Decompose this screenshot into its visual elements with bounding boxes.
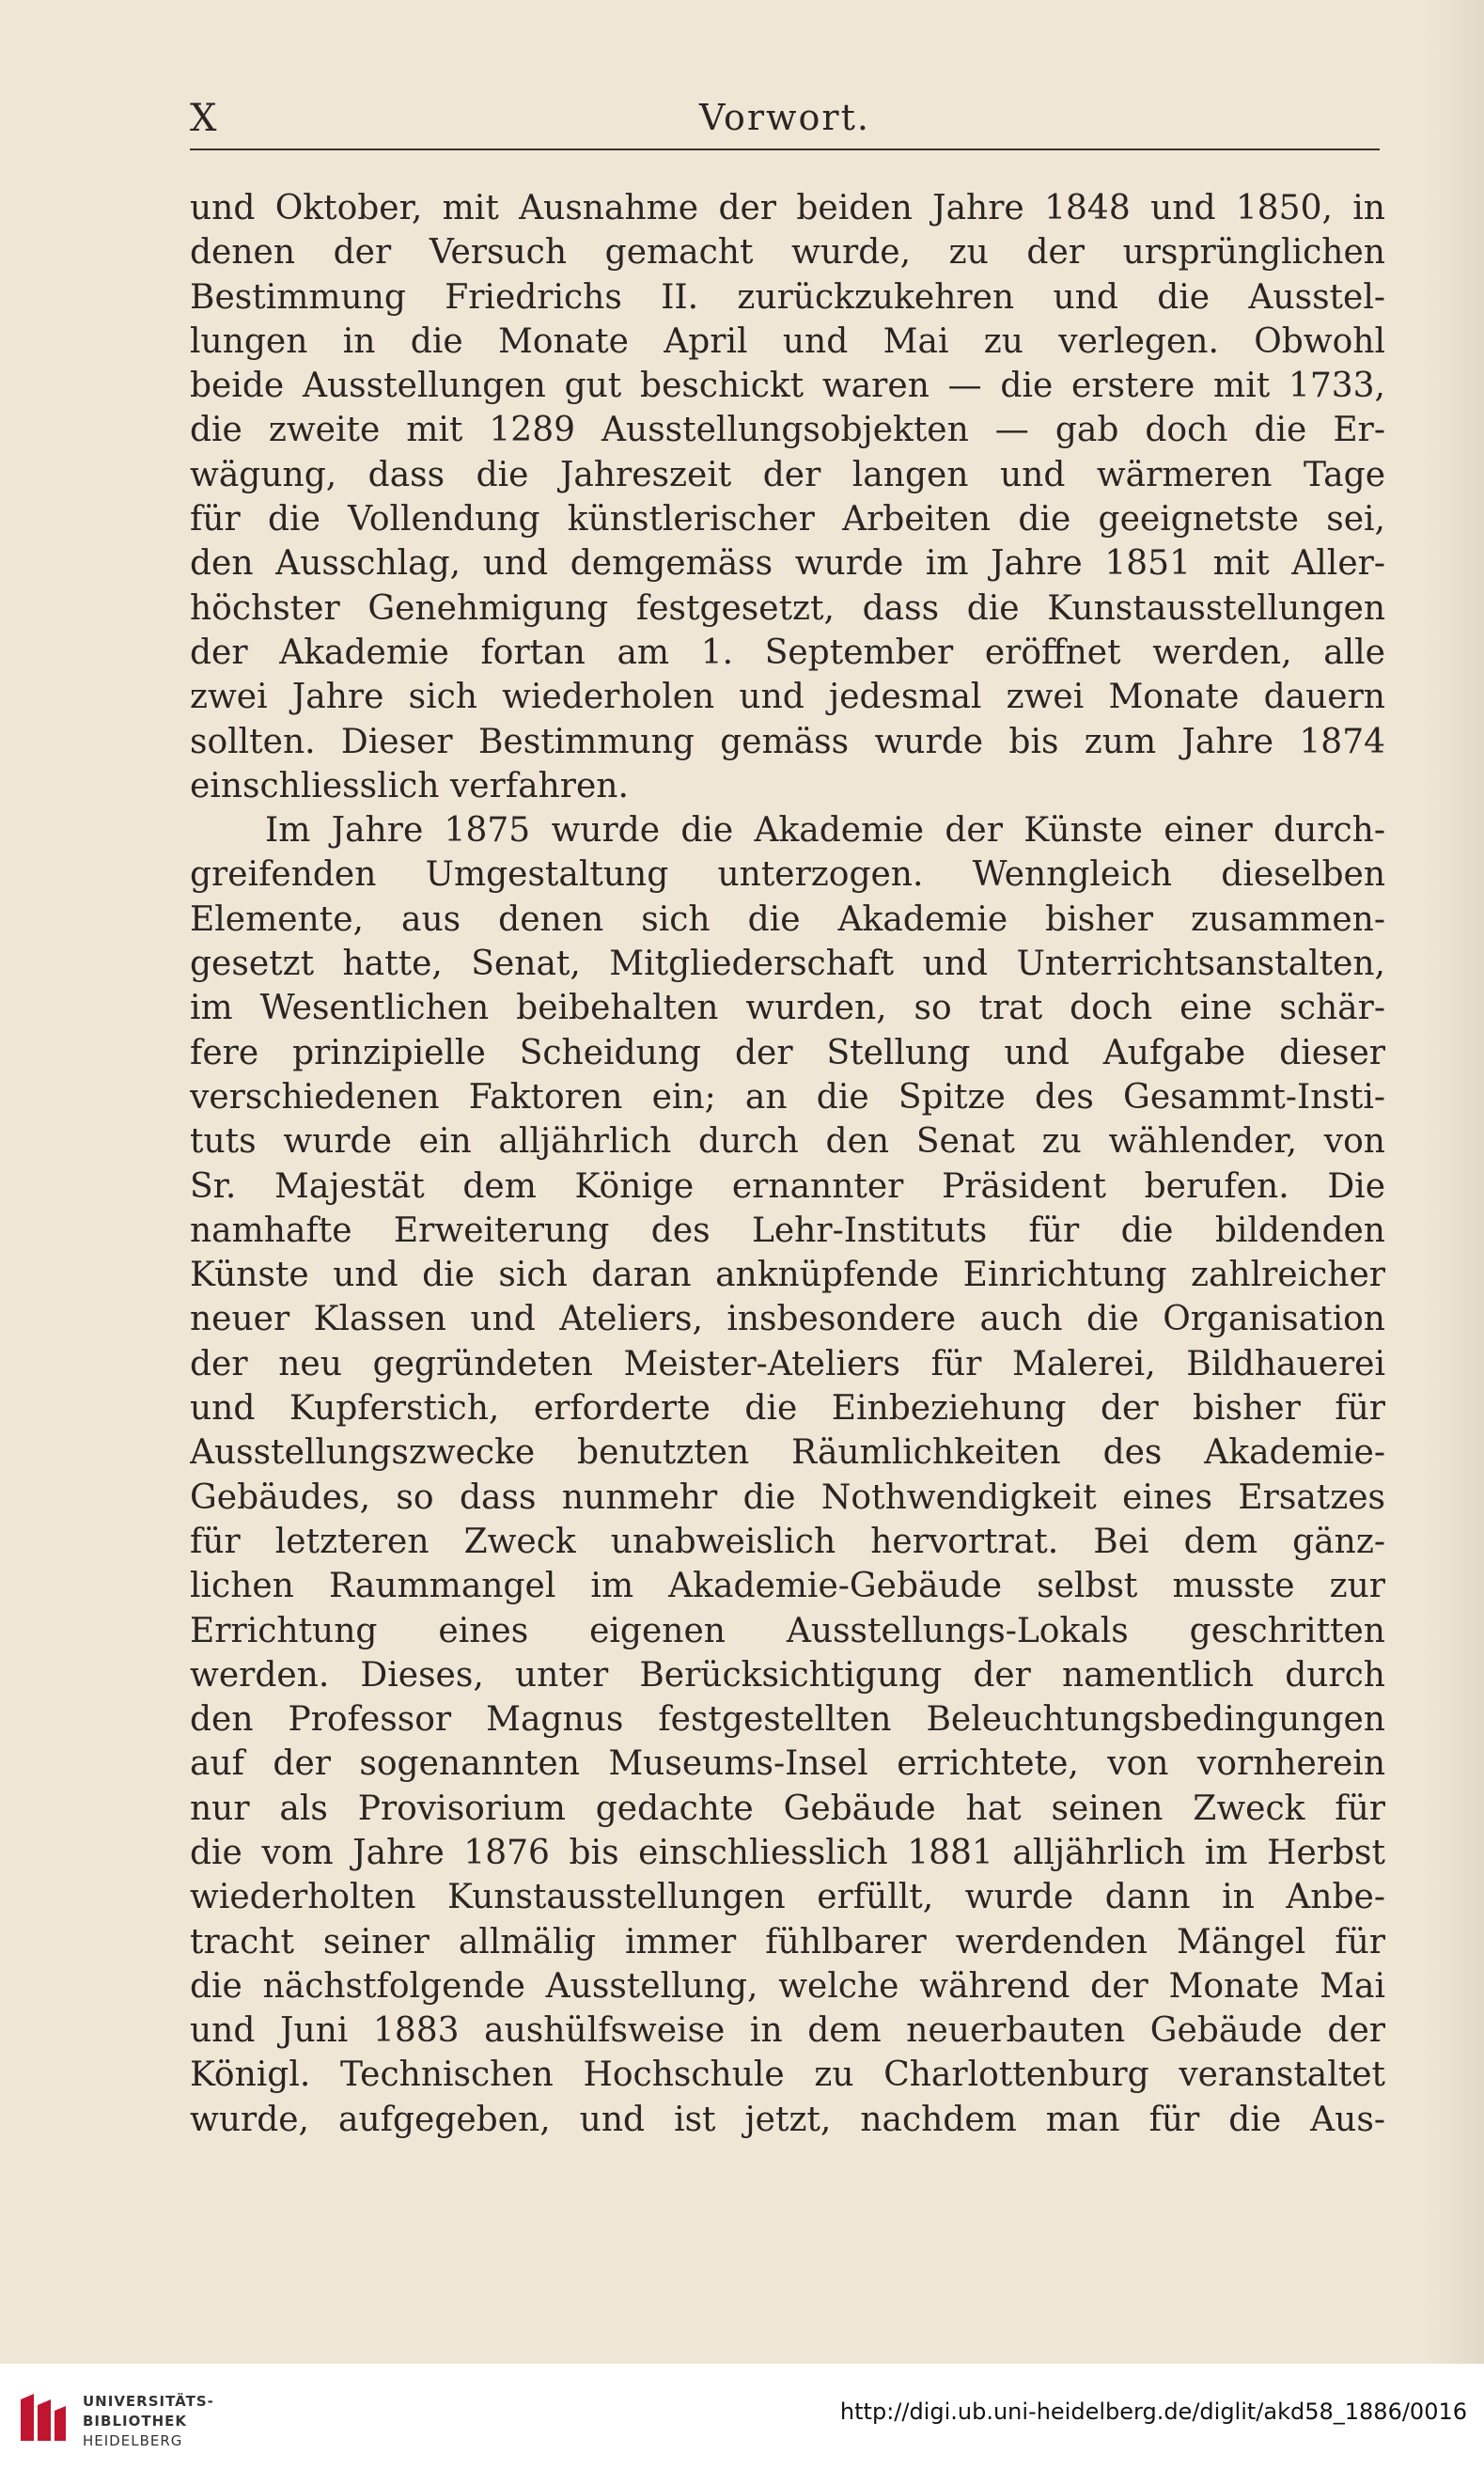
page-edge-shadow (1428, 0, 1484, 2364)
text-line: Elemente, aus denen sich die Akademie bisher zusammen- (190, 899, 1385, 939)
text-line: für letzteren Zweck unabweislich hervortrat. Bei dem gänz- (190, 1522, 1385, 1561)
text-line: neuer Klassen und Ateliers, insbesondere auch die Organisation (190, 1300, 1385, 1339)
text-line: Ausstellungszwecke benutzten Räumlichkeiten des Akademie- (190, 1433, 1385, 1473)
library-name-line: BIBLIOTHEK (83, 2413, 187, 2430)
text-line: wiederholten Kunstausstellungen erfüllt, wurde dann in Anbe- (190, 1878, 1385, 1917)
running-title: Vorwort. (699, 97, 870, 138)
text-line: Königl. Technischen Hochschule zu Charlottenburg veranstaltet (190, 2055, 1385, 2095)
digitization-footer (0, 2364, 1484, 2469)
text-line: die nächstfolgende Ausstellung, welche während der Monate Mai (190, 1966, 1385, 2006)
text-line: wurde, aufgegeben, und ist jetzt, nachdem man für die Aus- (190, 2100, 1385, 2139)
text-line: Im Jahre 1875 wurde die Akademie der Künste einer durch- (265, 811, 1385, 851)
text-line: greifenden Umgestaltung unterzogen. Wenngleich dieselben (190, 855, 1385, 895)
text-line: lungen in die Monate April und Mai zu verlegen. Obwohl (190, 321, 1385, 361)
text-line: einschliesslich verfahren. (190, 766, 629, 805)
text-line: zwei Jahre sich wiederholen und jedesmal zwei Monate dauern (190, 678, 1385, 717)
text-line: der Akademie fortan am 1. September eröffnet werden, alle (190, 633, 1385, 672)
text-line: und Kupferstich, erforderte die Einbeziehung der bisher für (190, 1389, 1385, 1429)
source-url-link[interactable]: http://digi.ub.uni-heidelberg.de/diglit/akd58_1886/0016 (839, 2399, 1467, 2425)
text-line: den Ausschlag, und demgemäss wurde im Jahre 1851 mit Aller- (190, 544, 1385, 584)
text-line: Gebäudes, so dass nunmehr die Nothwendigkeit eines Ersatzes (190, 1477, 1385, 1517)
page-header (190, 97, 1380, 144)
text-line: lichen Raummangel im Akademie-Gebäude selbst musste zur (190, 1567, 1385, 1606)
library-name-line: HEIDELBERG (83, 2432, 183, 2449)
text-line: Künste und die sich daran anknüpfende Einrichtung zahlreicher (190, 1256, 1385, 1295)
university-library-logo-icon (15, 2392, 70, 2450)
text-line: Sr. Majestät dem Könige ernannter Präsident berufen. Die (190, 1166, 1385, 1206)
text-line: und Oktober, mit Ausnahme der beiden Jahre 1848 und 1850, in (190, 189, 1385, 227)
text-line: die zweite mit 1289 Ausstellungsobjekten — gab doch die Er- (190, 411, 1385, 450)
text-line: verschiedenen Faktoren ein; an die Spitze des Gesammt-Insti- (190, 1077, 1385, 1117)
text-line: gesetzt hatte, Senat, Mitgliederschaft und Unterrichtsanstalten, (190, 945, 1385, 984)
text-line: namhafte Erweiterung des Lehr-Instituts für die bildenden (190, 1211, 1385, 1250)
text-line: beide Ausstellungen gut beschickt waren — die erstere mit 1733, (190, 367, 1385, 406)
page-number: X (190, 97, 218, 140)
text-line: für die Vollendung künstlerischer Arbeiten die geeignetste sei, (190, 500, 1385, 539)
text-line: tuts wurde ein alljährlich durch den Senat zu wählender, von (190, 1122, 1385, 1162)
text-line: werden. Dieses, unter Berücksichtigung der namentlich durch (190, 1655, 1385, 1695)
library-name (83, 2392, 214, 2451)
text-line: tracht seiner allmälig immer fühlbarer werdenden Mängel für (190, 1922, 1385, 1961)
text-line: sollten. Dieser Bestimmung gemäss wurde bis zum Jahre 1874 (190, 722, 1385, 761)
text-line: der neu gegründeten Meister-Ateliers für Malerei, Bildhauerei (190, 1344, 1385, 1383)
text-line: fere prinzipielle Scheidung der Stellung und Aufgabe dieser (190, 1033, 1385, 1072)
text-line: den Professor Magnus festgestellten Beleuchtungsbedingungen (190, 1700, 1385, 1740)
text-line: die vom Jahre 1876 bis einschliesslich 1881 alljährlich im Herbst (190, 1833, 1385, 1872)
text-line: Errichtung eines eigenen Ausstellungs-Lokals geschritten (190, 1611, 1385, 1650)
text-line: wägung, dass die Jahreszeit der langen und wärmeren Tage (190, 455, 1385, 494)
library-name-line: UNIVERSITÄTS- (83, 2393, 214, 2410)
text-line: denen der Versuch gemacht wurde, zu der ursprünglichen (190, 233, 1385, 273)
header-rule (190, 148, 1380, 150)
text-line: im Wesentlichen beibehalten wurden, so trat doch eine schär- (190, 989, 1385, 1028)
text-line: nur als Provisorium gedachte Gebäude hat seinen Zweck für (190, 1789, 1385, 1828)
text-line: auf der sogenannten Museums-Insel errichtete, von vornherein (190, 1744, 1385, 1784)
text-line: Bestimmung Friedrichs II. zurückzukehren und die Ausstel- (190, 277, 1385, 317)
text-line: und Juni 1883 aushülfsweise in dem neuerbauten Gebäude der (190, 2011, 1385, 2051)
body-text (190, 186, 1385, 2142)
text-line: höchster Genehmigung festgesetzt, dass die Kunstausstellungen (190, 588, 1385, 628)
